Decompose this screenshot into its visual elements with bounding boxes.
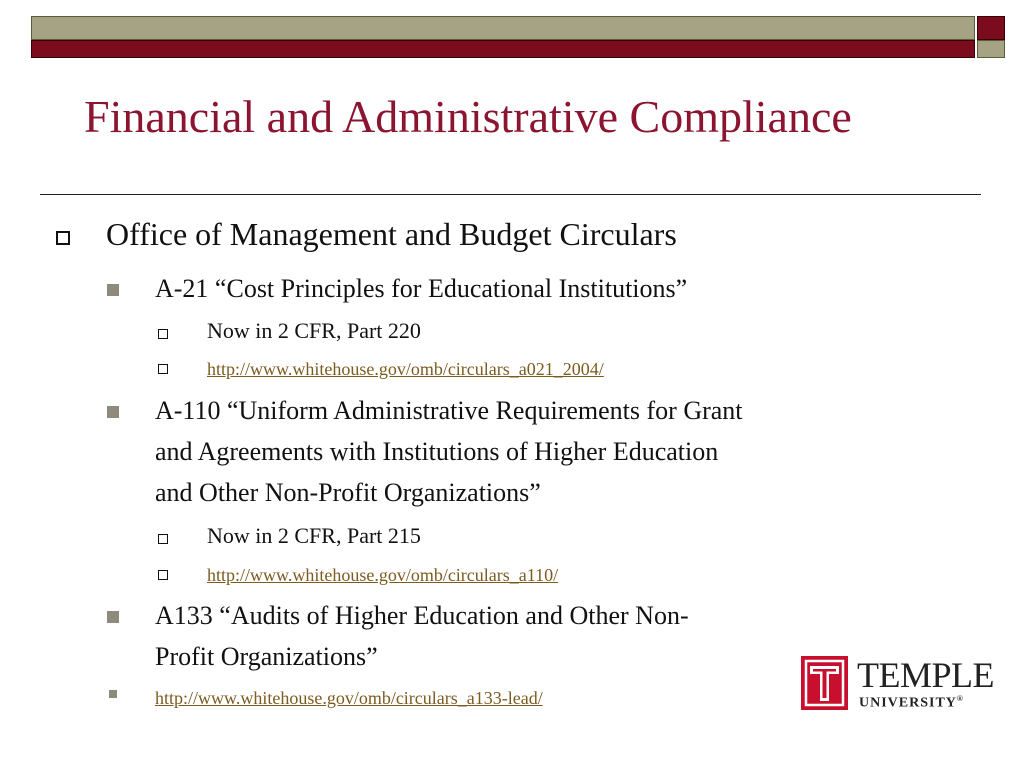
slide-title: Financial and Administrative Compliance xyxy=(84,91,852,142)
bullet-a110-cfr: Now in 2 CFR, Part 215 xyxy=(207,523,421,548)
filled-square-bullet-icon xyxy=(107,406,119,418)
bullet-a133-line-2: Profit Organizations” xyxy=(155,642,378,671)
temple-university-logo xyxy=(801,656,1001,714)
registered-mark: ® xyxy=(956,694,964,703)
logo-subtitle-text: UNIVERSITY xyxy=(859,695,957,711)
header-square-maroon xyxy=(977,16,1005,40)
logo-subtitle xyxy=(859,694,964,712)
hollow-square-bullet-icon xyxy=(158,534,168,544)
link-a21[interactable]: http://www.whitehouse.gov/omb/circulars_a021_2004/ xyxy=(207,359,604,379)
link-a133[interactable]: http://www.whitehouse.gov/omb/circulars_a133-lead/ xyxy=(155,688,543,708)
filled-square-bullet-icon xyxy=(109,690,117,698)
hollow-square-bullet-icon xyxy=(158,329,168,339)
bullet-a110 xyxy=(155,390,743,513)
title-divider xyxy=(40,194,981,195)
link-a110[interactable]: http://www.whitehouse.gov/omb/circulars_a110/ xyxy=(207,565,559,585)
bullet-a133-link-row xyxy=(155,684,543,710)
bullet-a110-line-3: and Other Non-Profit Organizations” xyxy=(155,478,541,507)
bullet-a21-cfr: Now in 2 CFR, Part 220 xyxy=(207,318,421,343)
bullet-a110-line-2: and Agreements with Institutions of Higher Education xyxy=(155,437,719,466)
header-square-olive xyxy=(977,40,1005,58)
logo-wordmark: TEMPLE xyxy=(857,655,994,695)
header-bar-maroon xyxy=(31,40,975,58)
bullet-a110-link-row xyxy=(207,561,558,587)
bullet-a21-link-row xyxy=(207,355,604,381)
bullet-a133-line-1: A133 “Audits of Higher Education and Other Non- xyxy=(155,601,689,630)
bullet-a133 xyxy=(155,595,689,677)
hollow-square-bullet-icon xyxy=(158,570,168,580)
bullet-a110-line-1: A-110 “Uniform Administrative Requirements for Grant xyxy=(155,396,743,425)
temple-t-icon xyxy=(801,656,848,710)
filled-square-bullet-icon xyxy=(107,284,119,296)
hollow-square-bullet-icon xyxy=(158,364,168,374)
bullet-a21: A-21 “Cost Principles for Educational Institutions” xyxy=(155,274,688,303)
hollow-square-bullet-icon xyxy=(56,231,70,245)
filled-square-bullet-icon xyxy=(107,611,119,623)
bullet-omb-circulars: Office of Management and Budget Circulars xyxy=(106,216,677,252)
header-bar-olive xyxy=(31,16,975,40)
